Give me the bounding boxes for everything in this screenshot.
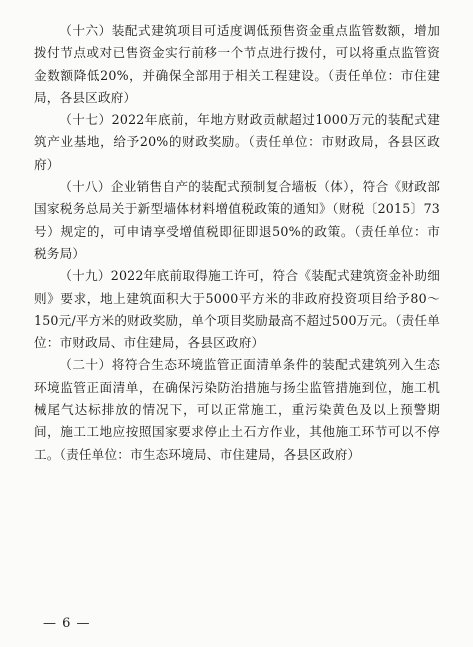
page-number: — 6 — [43, 616, 91, 631]
paragraph-18: （十八）企业销售自产的装配式预制复合墙板（体），符合《财政部 国家税务总局关于新型墙体材料增值税政策的通知》（财税〔2015〕73号）规定的，可申请享受增值税即征即退50%的政策。（责任单位：市税务局） [34, 179, 440, 261]
paragraph-16: （十六）装配式建筑项目可适度调低预售资金重点监管数额，增加拨付节点或对已售资金实行前移一个节点进行拨付，可以将重点监管资金数额降低20%，并确保全部用于相关工程建设。（责任单位：市住建局，各县区政府） [34, 23, 440, 105]
document-body [34, 20, 440, 466]
paragraph-19: （十九）2022年底前取得施工许可，符合《装配式建筑资金补助细则》要求，地上建筑面积大于5000平方米的非政府投资项目给予80～150元/平方米的财政奖励，单个项目奖励最高不超过500万元。（责任单位：市财政局、市住建局，各县区政府） [34, 268, 440, 351]
paragraph-17: （十七）2022年底前，年地方财政贡献超过1000万元的装配式建筑产业基地，给予20%的财政奖励。（责任单位：市财政局，各县区政府） [34, 112, 440, 172]
paragraph-20: （二十）将符合生态环境监管正面清单条件的装配式建筑列入生态环境监管正面清单，在确保污染防治措施与扬尘监管措施到位，施工机械尾气达标排放的情况下，可以正常施工，重污染黄色及以上预警期间，施工工地应按照国家要求停止土石方作业，其他施工环节可以不停工。（责任单位：市生态环境局、市住建局，各县区政府） [34, 357, 440, 462]
